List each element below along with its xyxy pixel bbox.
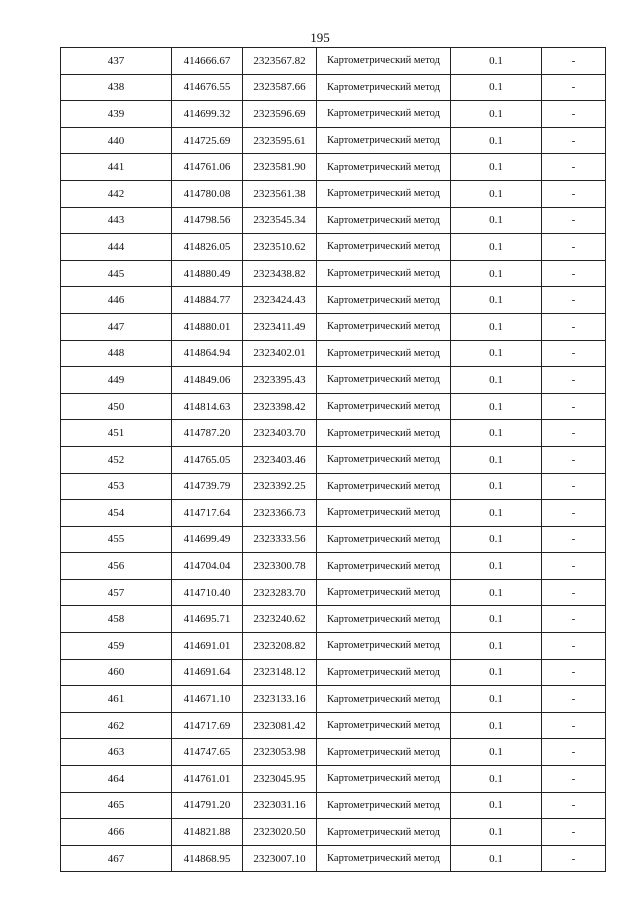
x-coordinate-cell: 414780.08 bbox=[172, 180, 243, 207]
table-row bbox=[61, 739, 606, 766]
y-coordinate-cell: 2323596.69 bbox=[243, 101, 317, 128]
accuracy-cell: 0.1 bbox=[451, 553, 542, 580]
y-coordinate-cell: 2323395.43 bbox=[243, 367, 317, 394]
y-coordinate-cell: 2323545.34 bbox=[243, 207, 317, 234]
x-coordinate-cell: 414725.69 bbox=[172, 127, 243, 154]
note-cell: - bbox=[542, 313, 606, 340]
point-number-cell: 459 bbox=[61, 633, 172, 660]
table-row bbox=[61, 766, 606, 793]
point-number-cell: 446 bbox=[61, 287, 172, 314]
x-coordinate-cell: 414880.01 bbox=[172, 313, 243, 340]
note-cell: - bbox=[542, 234, 606, 261]
point-number-cell: 442 bbox=[61, 180, 172, 207]
note-cell: - bbox=[542, 446, 606, 473]
method-cell: Картометрический метод bbox=[317, 367, 451, 394]
note-cell: - bbox=[542, 260, 606, 287]
point-number-cell: 455 bbox=[61, 526, 172, 553]
y-coordinate-cell: 2323403.46 bbox=[243, 446, 317, 473]
accuracy-cell: 0.1 bbox=[451, 287, 542, 314]
accuracy-cell: 0.1 bbox=[451, 74, 542, 101]
method-cell: Картометрический метод bbox=[317, 234, 451, 261]
y-coordinate-cell: 2323587.66 bbox=[243, 74, 317, 101]
x-coordinate-cell: 414821.88 bbox=[172, 819, 243, 846]
x-coordinate-cell: 414787.20 bbox=[172, 420, 243, 447]
point-number-cell: 453 bbox=[61, 473, 172, 500]
table-row bbox=[61, 553, 606, 580]
note-cell: - bbox=[542, 819, 606, 846]
accuracy-cell: 0.1 bbox=[451, 579, 542, 606]
x-coordinate-cell: 414691.64 bbox=[172, 659, 243, 686]
y-coordinate-cell: 2323403.70 bbox=[243, 420, 317, 447]
y-coordinate-cell: 2323283.70 bbox=[243, 579, 317, 606]
method-cell: Картометрический метод bbox=[317, 260, 451, 287]
x-coordinate-cell: 414704.04 bbox=[172, 553, 243, 580]
point-number-cell: 464 bbox=[61, 766, 172, 793]
x-coordinate-cell: 414864.94 bbox=[172, 340, 243, 367]
y-coordinate-cell: 2323581.90 bbox=[243, 154, 317, 181]
table-row bbox=[61, 500, 606, 527]
point-number-cell: 467 bbox=[61, 845, 172, 872]
x-coordinate-cell: 414798.56 bbox=[172, 207, 243, 234]
note-cell: - bbox=[542, 792, 606, 819]
method-cell: Картометрический метод bbox=[317, 845, 451, 872]
note-cell: - bbox=[542, 579, 606, 606]
accuracy-cell: 0.1 bbox=[451, 766, 542, 793]
method-cell: Картометрический метод bbox=[317, 739, 451, 766]
point-number-cell: 454 bbox=[61, 500, 172, 527]
table-row bbox=[61, 154, 606, 181]
x-coordinate-cell: 414699.49 bbox=[172, 526, 243, 553]
note-cell: - bbox=[542, 48, 606, 75]
y-coordinate-cell: 2323007.10 bbox=[243, 845, 317, 872]
note-cell: - bbox=[542, 686, 606, 713]
method-cell: Картометрический метод bbox=[317, 101, 451, 128]
note-cell: - bbox=[542, 420, 606, 447]
point-number-cell: 449 bbox=[61, 367, 172, 394]
table-row bbox=[61, 845, 606, 872]
accuracy-cell: 0.1 bbox=[451, 48, 542, 75]
x-coordinate-cell: 414676.55 bbox=[172, 74, 243, 101]
y-coordinate-cell: 2323366.73 bbox=[243, 500, 317, 527]
table-row bbox=[61, 792, 606, 819]
accuracy-cell: 0.1 bbox=[451, 473, 542, 500]
coordinates-table bbox=[60, 47, 606, 872]
note-cell: - bbox=[542, 473, 606, 500]
note-cell: - bbox=[542, 101, 606, 128]
accuracy-cell: 0.1 bbox=[451, 101, 542, 128]
table-row bbox=[61, 659, 606, 686]
accuracy-cell: 0.1 bbox=[451, 420, 542, 447]
table-row bbox=[61, 526, 606, 553]
note-cell: - bbox=[542, 500, 606, 527]
accuracy-cell: 0.1 bbox=[451, 207, 542, 234]
point-number-cell: 437 bbox=[61, 48, 172, 75]
accuracy-cell: 0.1 bbox=[451, 234, 542, 261]
x-coordinate-cell: 414884.77 bbox=[172, 287, 243, 314]
method-cell: Картометрический метод bbox=[317, 287, 451, 314]
y-coordinate-cell: 2323595.61 bbox=[243, 127, 317, 154]
x-coordinate-cell: 414671.10 bbox=[172, 686, 243, 713]
x-coordinate-cell: 414739.79 bbox=[172, 473, 243, 500]
note-cell: - bbox=[542, 74, 606, 101]
method-cell: Картометрический метод bbox=[317, 659, 451, 686]
accuracy-cell: 0.1 bbox=[451, 686, 542, 713]
point-number-cell: 441 bbox=[61, 154, 172, 181]
point-number-cell: 462 bbox=[61, 712, 172, 739]
accuracy-cell: 0.1 bbox=[451, 154, 542, 181]
point-number-cell: 447 bbox=[61, 313, 172, 340]
x-coordinate-cell: 414666.67 bbox=[172, 48, 243, 75]
table-row bbox=[61, 48, 606, 75]
point-number-cell: 448 bbox=[61, 340, 172, 367]
note-cell: - bbox=[542, 287, 606, 314]
coordinates-table-body bbox=[61, 48, 606, 872]
y-coordinate-cell: 2323240.62 bbox=[243, 606, 317, 633]
y-coordinate-cell: 2323510.62 bbox=[243, 234, 317, 261]
table-row bbox=[61, 207, 606, 234]
table-row bbox=[61, 819, 606, 846]
note-cell: - bbox=[542, 526, 606, 553]
accuracy-cell: 0.1 bbox=[451, 633, 542, 660]
y-coordinate-cell: 2323333.56 bbox=[243, 526, 317, 553]
accuracy-cell: 0.1 bbox=[451, 606, 542, 633]
x-coordinate-cell: 414710.40 bbox=[172, 579, 243, 606]
table-row bbox=[61, 180, 606, 207]
note-cell: - bbox=[542, 712, 606, 739]
x-coordinate-cell: 414765.05 bbox=[172, 446, 243, 473]
note-cell: - bbox=[542, 127, 606, 154]
method-cell: Картометрический метод bbox=[317, 766, 451, 793]
method-cell: Картометрический метод bbox=[317, 48, 451, 75]
accuracy-cell: 0.1 bbox=[451, 340, 542, 367]
method-cell: Картометрический метод bbox=[317, 473, 451, 500]
x-coordinate-cell: 414761.01 bbox=[172, 766, 243, 793]
accuracy-cell: 0.1 bbox=[451, 526, 542, 553]
method-cell: Картометрический метод bbox=[317, 313, 451, 340]
y-coordinate-cell: 2323424.43 bbox=[243, 287, 317, 314]
method-cell: Картометрический метод bbox=[317, 420, 451, 447]
method-cell: Картометрический метод bbox=[317, 579, 451, 606]
x-coordinate-cell: 414695.71 bbox=[172, 606, 243, 633]
table-row bbox=[61, 579, 606, 606]
x-coordinate-cell: 414880.49 bbox=[172, 260, 243, 287]
y-coordinate-cell: 2323398.42 bbox=[243, 393, 317, 420]
method-cell: Картометрический метод bbox=[317, 633, 451, 660]
point-number-cell: 438 bbox=[61, 74, 172, 101]
point-number-cell: 457 bbox=[61, 579, 172, 606]
note-cell: - bbox=[542, 207, 606, 234]
table-row bbox=[61, 74, 606, 101]
table-row bbox=[61, 420, 606, 447]
point-number-cell: 463 bbox=[61, 739, 172, 766]
x-coordinate-cell: 414849.06 bbox=[172, 367, 243, 394]
accuracy-cell: 0.1 bbox=[451, 313, 542, 340]
note-cell: - bbox=[542, 340, 606, 367]
point-number-cell: 456 bbox=[61, 553, 172, 580]
method-cell: Картометрический метод bbox=[317, 180, 451, 207]
x-coordinate-cell: 414717.64 bbox=[172, 500, 243, 527]
table-row bbox=[61, 313, 606, 340]
table-row bbox=[61, 606, 606, 633]
point-number-cell: 444 bbox=[61, 234, 172, 261]
table-row bbox=[61, 393, 606, 420]
accuracy-cell: 0.1 bbox=[451, 739, 542, 766]
method-cell: Картометрический метод bbox=[317, 340, 451, 367]
x-coordinate-cell: 414814.63 bbox=[172, 393, 243, 420]
method-cell: Картометрический метод bbox=[317, 446, 451, 473]
note-cell: - bbox=[542, 553, 606, 580]
method-cell: Картометрический метод bbox=[317, 393, 451, 420]
table-row bbox=[61, 633, 606, 660]
method-cell: Картометрический метод bbox=[317, 74, 451, 101]
method-cell: Картометрический метод bbox=[317, 127, 451, 154]
accuracy-cell: 0.1 bbox=[451, 260, 542, 287]
x-coordinate-cell: 414868.95 bbox=[172, 845, 243, 872]
method-cell: Картометрический метод bbox=[317, 154, 451, 181]
point-number-cell: 460 bbox=[61, 659, 172, 686]
y-coordinate-cell: 2323081.42 bbox=[243, 712, 317, 739]
table-row bbox=[61, 260, 606, 287]
note-cell: - bbox=[542, 845, 606, 872]
note-cell: - bbox=[542, 606, 606, 633]
point-number-cell: 451 bbox=[61, 420, 172, 447]
point-number-cell: 443 bbox=[61, 207, 172, 234]
point-number-cell: 465 bbox=[61, 792, 172, 819]
method-cell: Картометрический метод bbox=[317, 606, 451, 633]
x-coordinate-cell: 414699.32 bbox=[172, 101, 243, 128]
y-coordinate-cell: 2323402.01 bbox=[243, 340, 317, 367]
method-cell: Картометрический метод bbox=[317, 819, 451, 846]
x-coordinate-cell: 414717.69 bbox=[172, 712, 243, 739]
table-row bbox=[61, 340, 606, 367]
x-coordinate-cell: 414761.06 bbox=[172, 154, 243, 181]
method-cell: Картометрический метод bbox=[317, 553, 451, 580]
note-cell: - bbox=[542, 766, 606, 793]
point-number-cell: 466 bbox=[61, 819, 172, 846]
method-cell: Картометрический метод bbox=[317, 686, 451, 713]
accuracy-cell: 0.1 bbox=[451, 659, 542, 686]
table-row bbox=[61, 712, 606, 739]
table-row bbox=[61, 127, 606, 154]
accuracy-cell: 0.1 bbox=[451, 792, 542, 819]
note-cell: - bbox=[542, 393, 606, 420]
y-coordinate-cell: 2323045.95 bbox=[243, 766, 317, 793]
x-coordinate-cell: 414691.01 bbox=[172, 633, 243, 660]
table-row bbox=[61, 101, 606, 128]
note-cell: - bbox=[542, 659, 606, 686]
method-cell: Картометрический метод bbox=[317, 792, 451, 819]
method-cell: Картометрический метод bbox=[317, 526, 451, 553]
point-number-cell: 461 bbox=[61, 686, 172, 713]
accuracy-cell: 0.1 bbox=[451, 393, 542, 420]
y-coordinate-cell: 2323020.50 bbox=[243, 819, 317, 846]
note-cell: - bbox=[542, 154, 606, 181]
method-cell: Картометрический метод bbox=[317, 500, 451, 527]
note-cell: - bbox=[542, 739, 606, 766]
point-number-cell: 439 bbox=[61, 101, 172, 128]
accuracy-cell: 0.1 bbox=[451, 446, 542, 473]
x-coordinate-cell: 414791.20 bbox=[172, 792, 243, 819]
table-row bbox=[61, 234, 606, 261]
table-row bbox=[61, 367, 606, 394]
point-number-cell: 458 bbox=[61, 606, 172, 633]
note-cell: - bbox=[542, 180, 606, 207]
y-coordinate-cell: 2323392.25 bbox=[243, 473, 317, 500]
point-number-cell: 452 bbox=[61, 446, 172, 473]
accuracy-cell: 0.1 bbox=[451, 127, 542, 154]
y-coordinate-cell: 2323133.16 bbox=[243, 686, 317, 713]
accuracy-cell: 0.1 bbox=[451, 180, 542, 207]
y-coordinate-cell: 2323208.82 bbox=[243, 633, 317, 660]
y-coordinate-cell: 2323148.12 bbox=[243, 659, 317, 686]
page-number: 195 bbox=[310, 30, 330, 45]
method-cell: Картометрический метод bbox=[317, 207, 451, 234]
note-cell: - bbox=[542, 367, 606, 394]
y-coordinate-cell: 2323300.78 bbox=[243, 553, 317, 580]
accuracy-cell: 0.1 bbox=[451, 500, 542, 527]
note-cell: - bbox=[542, 633, 606, 660]
y-coordinate-cell: 2323411.49 bbox=[243, 313, 317, 340]
table-row bbox=[61, 287, 606, 314]
table-row bbox=[61, 446, 606, 473]
y-coordinate-cell: 2323053.98 bbox=[243, 739, 317, 766]
table-row bbox=[61, 686, 606, 713]
y-coordinate-cell: 2323438.82 bbox=[243, 260, 317, 287]
y-coordinate-cell: 2323031.16 bbox=[243, 792, 317, 819]
point-number-cell: 440 bbox=[61, 127, 172, 154]
method-cell: Картометрический метод bbox=[317, 712, 451, 739]
point-number-cell: 450 bbox=[61, 393, 172, 420]
x-coordinate-cell: 414826.05 bbox=[172, 234, 243, 261]
y-coordinate-cell: 2323561.38 bbox=[243, 180, 317, 207]
accuracy-cell: 0.1 bbox=[451, 712, 542, 739]
accuracy-cell: 0.1 bbox=[451, 845, 542, 872]
y-coordinate-cell: 2323567.82 bbox=[243, 48, 317, 75]
table-row bbox=[61, 473, 606, 500]
accuracy-cell: 0.1 bbox=[451, 819, 542, 846]
x-coordinate-cell: 414747.65 bbox=[172, 739, 243, 766]
point-number-cell: 445 bbox=[61, 260, 172, 287]
accuracy-cell: 0.1 bbox=[451, 367, 542, 394]
